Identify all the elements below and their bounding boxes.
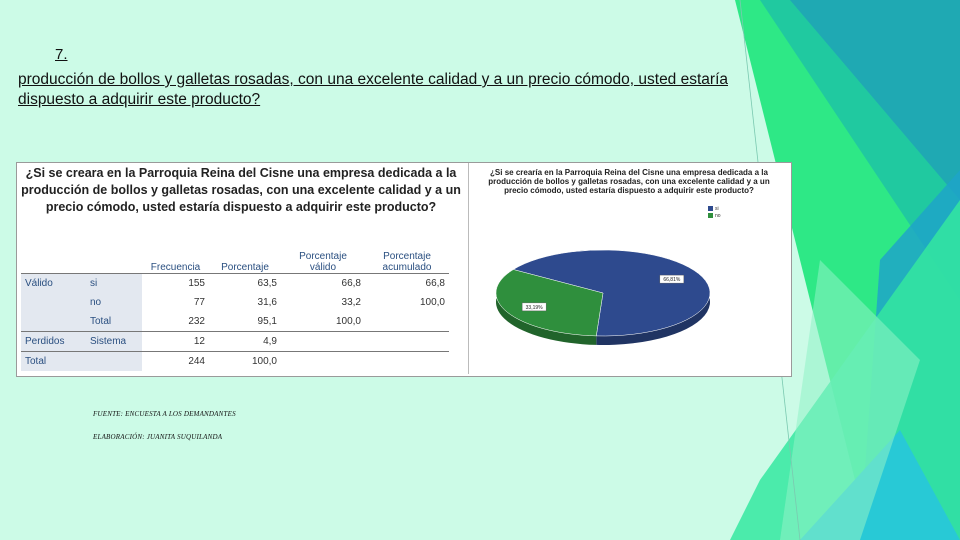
table-cell: 63,5 xyxy=(209,274,281,294)
table-row xyxy=(21,274,449,294)
table-title: ¿Si se creara en la Parroquia Reina del Cisne una empresa dedicada a la producción de bollos y galletas rosadas, con una excelente calidad y a un precio cómodo, usted estaría dispuesto a adquirir este producto? xyxy=(21,166,461,214)
row-group: Total xyxy=(21,352,86,372)
pie-chart xyxy=(471,163,789,374)
frequency-table xyxy=(21,239,449,371)
col-header: Frecuencia xyxy=(150,262,201,273)
question-number: 7. xyxy=(55,46,68,63)
row-label: Sistema xyxy=(86,332,142,352)
table-row xyxy=(21,352,449,372)
table-cell: 33,2 xyxy=(341,297,361,308)
row-label xyxy=(86,352,142,372)
frequency-table-panel xyxy=(17,163,469,374)
table-cell: 232 xyxy=(188,316,205,327)
table-row xyxy=(21,312,449,332)
chart-title: ¿Si se crearía en la Parroquia Reina del Cisne una empresa dedicada a la producción de bollos y galletas rosadas, con una excelente calidad y a un precio cómodo, usted estaría dispuesto a adquirir este producto? xyxy=(488,168,770,195)
table-cell xyxy=(365,352,449,372)
table-cell xyxy=(365,332,449,352)
table-cell: 66,8 xyxy=(281,274,365,294)
author-note: ELABORACIÓN: JUANITA SUQUILANDA xyxy=(93,433,223,441)
table-cell: 31,6 xyxy=(257,297,277,308)
table-cell: 155 xyxy=(142,274,209,294)
col-header: Porcentaje válido xyxy=(299,251,347,273)
table-cell: 4,9 xyxy=(209,332,281,352)
pie-chart-panel xyxy=(471,163,789,374)
table-cell: 244 xyxy=(142,352,209,372)
legend-label: no xyxy=(715,212,721,219)
legend-label: si xyxy=(715,205,719,212)
table-cell: 95,1 xyxy=(257,316,277,327)
table-row xyxy=(21,332,449,352)
table-cell: 12 xyxy=(142,332,209,352)
survey-figure xyxy=(16,162,792,377)
table-cell xyxy=(281,352,365,372)
col-header: Porcentaje xyxy=(221,262,269,273)
table-cell xyxy=(281,332,365,352)
row-label: Total xyxy=(86,312,142,332)
table-cell: 100,0 xyxy=(335,316,361,327)
row-group: Válido xyxy=(21,274,86,294)
table-cell: 100,0 xyxy=(209,352,281,372)
data-label: 33,19% xyxy=(525,304,543,311)
row-group xyxy=(21,293,86,312)
table-row xyxy=(21,293,449,312)
table-cell: 77 xyxy=(193,297,205,308)
table-cell: 100,0 xyxy=(419,297,445,308)
table-cell xyxy=(365,312,449,332)
row-label: si xyxy=(86,274,142,294)
row-group xyxy=(21,312,86,332)
row-group: Perdidos xyxy=(21,332,86,352)
col-header: Porcentaje acumulado xyxy=(382,251,432,273)
data-label: 66,81% xyxy=(663,277,681,284)
question-text: producción de bollos y galletas rosadas, con una excelente calidad y a un precio cómodo, usted estaría dispuesto a adquirir este producto? xyxy=(18,71,728,108)
source-note: FUENTE: ENCUESTA A LOS DEMANDANTES xyxy=(93,410,236,418)
table-cell: 66,8 xyxy=(365,274,449,294)
row-label: no xyxy=(86,293,142,312)
